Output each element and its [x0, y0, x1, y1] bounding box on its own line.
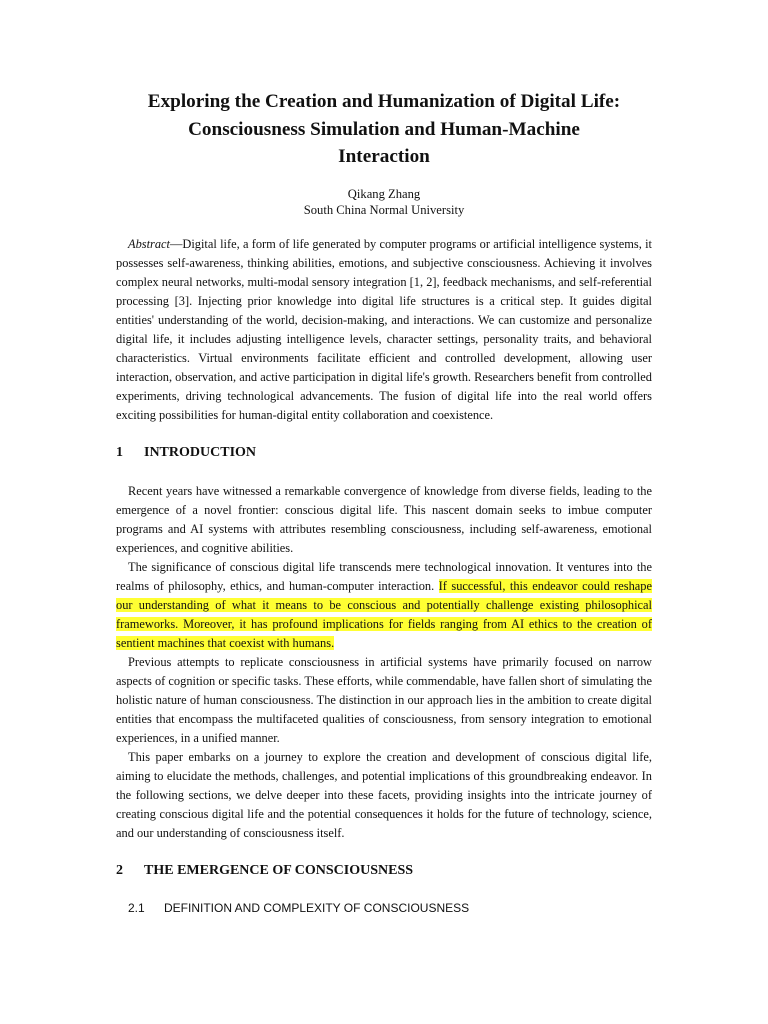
abstract-label: Abstract [128, 236, 170, 251]
section-1-heading [116, 443, 652, 463]
section-2-number: 2 [116, 862, 123, 878]
author-affiliation: South China Normal University [303, 202, 465, 217]
section-2-heading [116, 861, 652, 881]
author-name: Qikang Zhang [347, 186, 421, 201]
title-line-3: Interaction [338, 146, 430, 167]
intro-paragraph-2 [116, 558, 652, 653]
title-line-1: Exploring the Creation and Humanization of Digital Life: [147, 91, 621, 112]
section-2-title: THE EMERGENCE OF CONSCIOUSNESS [144, 862, 414, 878]
abstract-text: —Digital life, a form of life generated by computer programs or artificial intelligence systems, it possesses self-awareness, thinking abilities, emotions, and subjective consciousness. Achieving it involves complex neural networks, multi-modal sensory integration [1, 2], feedback mechanisms, and self-referential processing [3]. Injecting prior knowledge into digital life structures is a critical step. It guides digital entities' understanding of the world, decision-making, and interactions. We can customize and personalize digital life, it includes adjusting intelligence levels, character settings, personality traits, and behavioral characteristics. Virtual environments facilitate efficient and controlled development, allowing user interaction, observation, and active participation in digital life's growth. Researchers benefit from controlled experiments, driving technological advancements. The fusion of digital life into the real world offers exciting possibilities for human-digital entity collaboration and coexistence. [116, 236, 652, 422]
subsection-2-1-title: DEFINITION AND COMPLEXITY OF CONSCIOUSNESS [164, 900, 470, 915]
abstract-paragraph [116, 235, 652, 425]
intro-paragraph-3: Previous attempts to replicate consciousness in artificial systems have primarily focused on narrow aspects of cognition or specific tasks. These efforts, while commendable, have fallen short of simulating the holistic nature of human consciousness. The distinction in our approach lies in the ambition to create digital entities that encompass the multifaceted qualities of consciousness, from sensory integration to emotional experiences, in a unified manner. [116, 654, 652, 745]
subsection-2-1-heading [128, 899, 652, 917]
paper-title [116, 88, 652, 171]
subsection-2-1-number: 2.1 [128, 900, 145, 915]
intro-paragraph-1: Recent years have witnessed a remarkable convergence of knowledge from diverse fields, leading to the emergence of a novel frontier: conscious digital life. This nascent domain seeks to imbue computer programs and AI systems with attributes resembling consciousness, including self-awareness, emotional experiences, and cognitive abilities. [116, 483, 652, 555]
title-line-2: Consciousness Simulation and Human-Machine [188, 118, 580, 140]
intro-paragraph-2-text: The significance of conscious digital life transcends mere technological innovation. It ventures into the realms of philosophy, ethics, and human-computer interaction. [116, 559, 652, 593]
highlighted-text: If successful, this endeavor could reshape our understanding of what it means to be conscious and potentially challenge existing philosophical frameworks. Moreover, it has profound implications for fields ranging from AI ethics to the creation of sentient machines that coexist with humans. [116, 578, 653, 650]
section-1-number: 1 [116, 444, 123, 460]
section-1-title: INTRODUCTION [144, 444, 257, 460]
intro-paragraph-4: This paper embarks on a journey to explore the creation and development of conscious digital life, aiming to elucidate the methods, challenges, and potential implications of this groundbreaking endeavor. In the following sections, we delve deeper into these facets, providing insights into the intricate journey of creating conscious digital life and the potential consequences it holds for the future of technology, science, and our understanding of consciousness itself. [116, 749, 652, 840]
paper-page [116, 88, 652, 917]
